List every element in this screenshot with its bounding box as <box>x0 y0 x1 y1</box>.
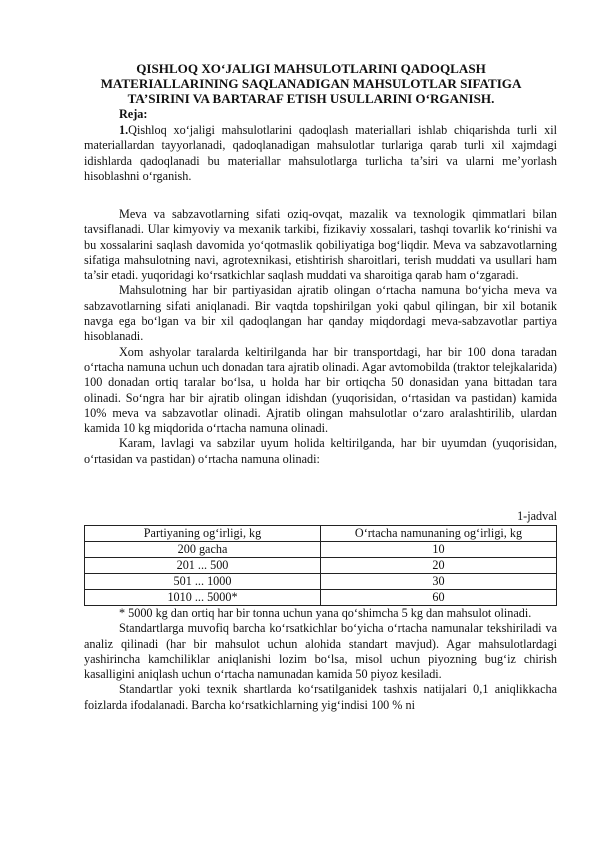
table-cell: 1010 ... 5000* <box>85 590 321 606</box>
table-footnote: * 5000 kg dan ortiq har bir tonna uchun yana qo‘shimcha 5 kg dan mahsulot olinadi. <box>119 606 532 620</box>
reja-item-text: Qishloq xo‘jaligi mahsulotlarini qadoqlash materiallari ishlab chiqarishda turli xil materiallardan tayyorlanadi, qadoqlanadigan mahsulotlar turlariga qarab turli xil xajmdagi idishlarda qadoqlanadi bu materiallar mahsulotlarga turlicha ta’siri va ularni me’yorlash hisoblashni o‘rganish. <box>84 123 557 183</box>
table-cell: 10 <box>321 542 557 558</box>
table-row <box>85 574 557 590</box>
reja-label: Reja: <box>119 107 148 121</box>
paragraph: Standartlar yoki texnik shartlarda ko‘rsatilganidek tashxis natijalari 0,1 aniqlikkacha foizlarda ifodalanadi. Barcha ko‘rsatkichlarning yig‘indisi 100 % ni <box>84 682 557 712</box>
table-row <box>85 542 557 558</box>
table-header-cell: Partiyaning og‘irligi, kg <box>85 526 321 542</box>
table-cell: 201 ... 500 <box>85 558 321 574</box>
reja-item <box>84 123 557 184</box>
table-row <box>85 558 557 574</box>
table-cell: 30 <box>321 574 557 590</box>
reja-item-number: 1. <box>119 123 129 137</box>
after-table-section <box>84 606 557 713</box>
document-title: QISHLOQ XO‘JALIGI MAHSULOTLARINI QADOQLASH MATERIALLARINING SAQLANADIGAN MAHSULOTLAR SIFATIGA TA’SIRINI VA BARTARAF ETISH USULLARINI O‘RGANISH. <box>100 61 522 107</box>
table-cell: 501 ... 1000 <box>85 574 321 590</box>
body-section <box>84 207 557 467</box>
table-header-row <box>85 526 557 542</box>
table-label: 1-jadval <box>517 509 557 523</box>
table-header-cell: O‘rtacha namunaning og‘irligi, kg <box>321 526 557 542</box>
weight-table <box>84 525 557 606</box>
table-cell: 60 <box>321 590 557 606</box>
table-row <box>85 590 557 606</box>
paragraph: Standartlarga muvofiq barcha ko‘rsatkichlar bo‘yicha o‘rtacha namunalar tekshiriladi va analiz qilinadi (har bir mahsulot uchun alohida standart mavjud). Agar mahsulotlardagi yashirincha kamchiliklar aniqlanishi lozim bo‘lsa, misol uchun piyozning bug‘iz chirish kasalligini aniqlash uchun o‘rtacha namunadan kamida 50 piyoz kesiladi. <box>84 621 557 682</box>
table-cell: 200 gacha <box>85 542 321 558</box>
table-cell: 20 <box>321 558 557 574</box>
paragraph: Meva va sabzavotlarning sifati oziq-ovqat, mazalik va texnologik qimmatlari bilan tavsiflanadi. Ular kimyoviy va mexanik tarkibi, fizikaviy xossalari, tashqi tovarlik ko‘rinishi va bu xossalarini saqlash davomida yo‘qotmaslik qobiliyatiga bog‘liqdir. Meva va sabzavotlarning sifatiga mahsulotning navi, agrotexnikasi, etishtirish sharoitlari, terish muddati va usullari ham ta’sir etadi. yuqoridagi ko‘rsatkichlar saqlash muddati va sharoitiga qarab ham o‘zgaradi. <box>84 207 557 283</box>
paragraph: Xom ashyolar taralarda keltirilganda har bir transportdagi, har bir 100 dona taradan o‘rtacha namuna uchun uch donadan tara ajratib olinadi. Agar avtomobilda (traktor telejkalarida) 100 donadan ortiq taralar bo‘lsa, u holda har bir ortiqcha 50 donasidan yana bittadan tara olinadi. So‘ngra har bir ajratib olingan idishdan (yuqorisidan, o‘rtasidan va pastidan) kamida 10% meva va sabzavotlar olinadi. Ajratib olingan mahsulotlar o‘zaro aralashtirilib, ulardan kamida 10 kg miqdorida o‘rtacha namuna olinadi. <box>84 344 557 436</box>
paragraph: Mahsulotning har bir partiyasidan ajratib olingan o‘rtacha namuna bo‘yicha meva va sabzavotlarning sifati aniqlanadi. Bir vaqtda topshirilgan yoki qabul qilingan, bir xil botanik navga ega bo‘lgan va bir xil qadoqlangan har qanday miqdordagi meva-sabzavotlar partiya hisoblanadi. <box>84 283 557 344</box>
paragraph: Karam, lavlagi va sabzilar uyum holida keltirilganda, har bir uyumdan (yuqorisidan, o‘rtasidan va pastidan) o‘rtacha namuna olinadi: <box>84 436 557 466</box>
